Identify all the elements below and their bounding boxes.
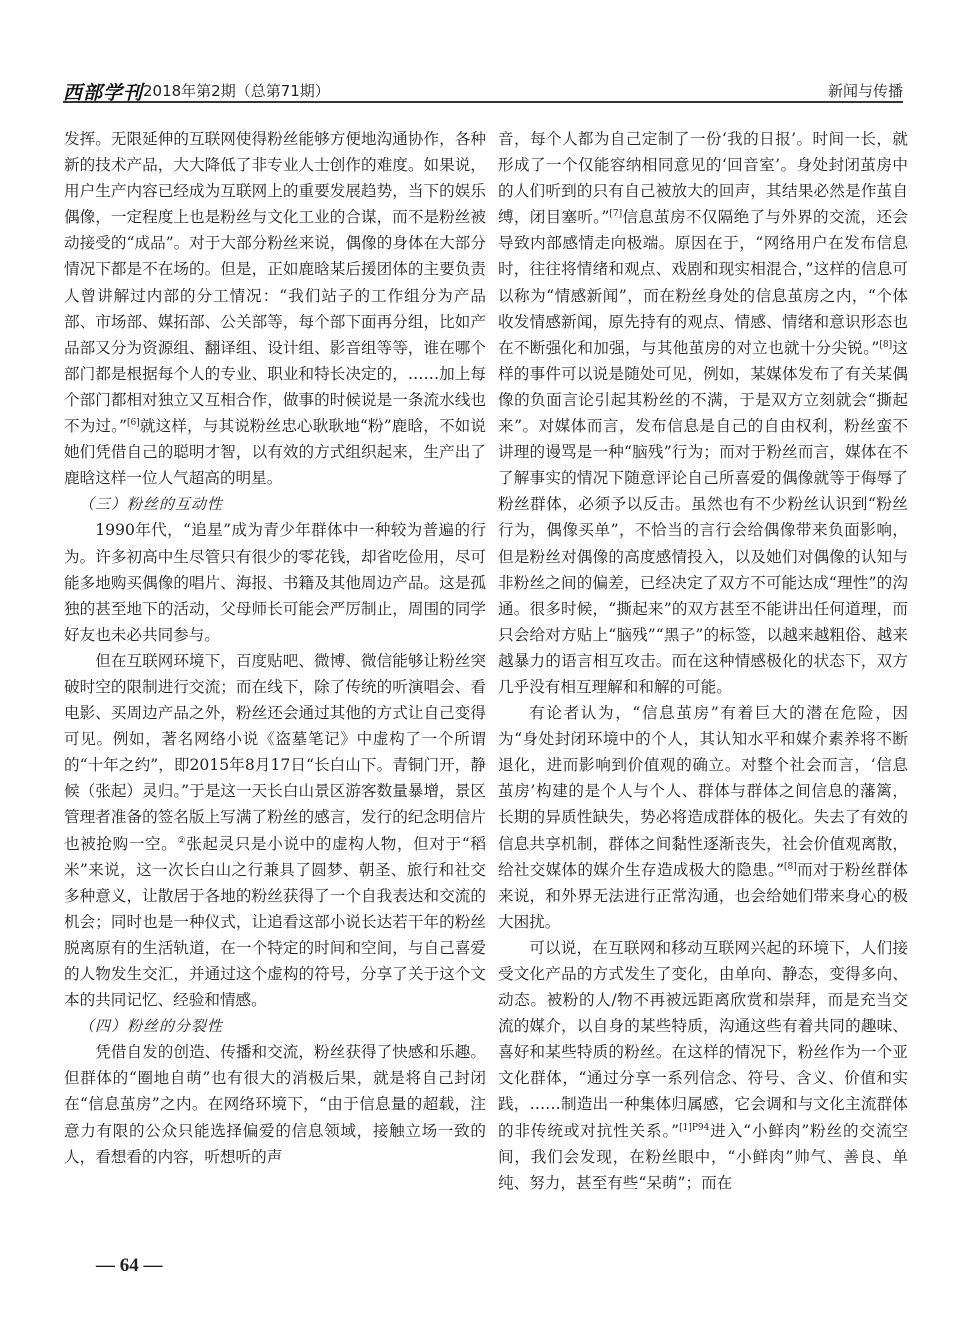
citation: [6] — [127, 417, 140, 428]
page-number: — 64 — — [96, 1255, 163, 1276]
subsection-heading: （四）粉丝的分裂性 — [79, 1017, 224, 1036]
subsection-heading: （三）粉丝的互动性 — [79, 495, 224, 514]
paragraph-text: 张起灵只是小说中的虚构人物，但对于“稻米”来说，这一次长白山之行兼具了圆梦、朝圣、旅行和社交多种意义，让散居于各地的粉丝获得了一个自我表达和交流的机会；同时也是一种仪式，让追看这部小说长达若干年的粉丝脱离原有的生活轨道，在一个特定的时间和空间，与自己喜爱的人物发生交汇，并通过这个虚构的符号，分享了关于这个文本的共同记忆、经验和情感。 — [64, 834, 486, 1010]
issue-info: 2018年第2期（总第71期） — [143, 82, 330, 100]
citation: [8] — [879, 339, 893, 350]
paragraph-text: 发挥。无限延伸的互联网使得粉丝能够方便地沟通协作，各种新的技术产品，大大降低了非专业人士创作的难度。如果说，用户生产内容已经成为互联网上的重要发展趋势，当下的娱乐偶像，一定程度上也是粉丝与文化工业的合谋，而不是粉丝被动接受的“成品”。对于大部分粉丝来说，偶像的身体在大部分情况下都是不在场的。但是，正如鹿晗某后援团体的主要负责人曾讲解过内部的分工情况：“我们站子的工作组分为产品部、市场部、媒拓部、公关部等，每个部下面再分组，比如产品部又分为资源组、翻译组、设计组、影音组等等，谁在哪个部门都是根据每个人的专业、职业和特长决定的，……加上每个部门都相对独立又互相合作，做事的时候说是一条流水线也不为过。” — [64, 130, 486, 436]
citation: [1]P94 — [679, 1122, 710, 1133]
right-column — [498, 126, 908, 1196]
citation: [7] — [609, 209, 623, 220]
paragraph-text: 但在互联网环境下，百度贴吧、微博、微信能够让粉丝突破时空的限制进行交流；而在线下，除了传统的听演唱会、看电影、买周边产品之外，粉丝还会通过其他的方式让自己变得可见。例如，著名网络小说《盗墓笔记》中虚构了一个所谓的“十年之约”，即2015年8月17日“长白山下。青铜门开，静候（张起）灵归。”于是这一天长白山景区游客数量暴增，景区管理者准备的签名版上写满了粉丝的感言，发行的纪念明信片也被抢购一空。 — [64, 651, 486, 853]
paragraph-text: 信息茧房不仅隔绝了与外界的交流，还会导致内部感情走向极端。原因在于，“网络用户在发布信息时，往往将情绪和观点、戏剧和现实相混合，”这样的信息可以称为“情感新闻”，而在粉丝身处的信息茧房之内，“个体收发情感新闻，原先持有的观点、情感、情绪和意识形态也在不断强化和加强，与其他茧房的对立也就十分尖锐。” — [498, 208, 908, 357]
paragraph-text: 这样的事件可以说是随处可见，例如，某媒体发布了有关某偶像的负面言论引起其粉丝的不满，于是双方立刻就会“撕起来”。对媒体而言，发布信息是自己的自由权利，粉丝蛮不讲理的谩骂是一种“脑残”行为；而对于粉丝而言，媒体在不了解事实的情况下随意评论自己所喜爱的偶像就等于侮辱了粉丝群体，必须予以反击。虽然也有不少粉丝认识到“粉丝行为，偶像买单”，不恰当的言行会给偶像带来负面影响，但是粉丝对偶像的高度感情投入，以及她们对偶像的认知与非粉丝之间的偏差，已经决定了双方不可能达成“理性”的沟通。很多时候，“撕起来”的双方甚至不能讲出任何道理，而只会给对方贴上“脑残”“黑子”的标签，以越来越粗俗、越来越暴力的语言相互攻击。而在这种情感极化的状态下，双方几乎没有相互理解和和解的可能。 — [498, 338, 908, 696]
header-rule — [63, 101, 903, 103]
journal-logo: 西部学刊 — [63, 82, 144, 104]
paragraph-text: 进入“小鲜肉”粉丝的交流空间，我们会发现，在粉丝眼中，“小鲜肉”帅气、善良、单纯、努力，甚至有些“呆萌”；而在 — [498, 1121, 908, 1192]
footnote-marker: ② — [177, 835, 187, 846]
paragraph-text: 而对于粉丝群体来说，和外界无法进行正常沟通，也会给她们带来身心的极大困扰。 — [498, 860, 908, 931]
paragraph — [64, 126, 486, 491]
section-title: 新闻与传播 — [827, 82, 903, 100]
paragraph-text: 可以说，在互联网和移动互联网兴起的环境下，人们接受文化产品的方式发生了变化，由单向、静态，变得多向、动态。被粉的人/物不再被远距离欣赏和崇拜，而是充当交流的媒介，以自身的某些特质，沟通这些有着共同的趣味、喜好和某些特质的粉丝。在这样的情况下，粉丝作为一个亚文化群体，“通过分享一系列信念、符号、含义、价值和实践，……制造出一种集体归属感，它会调和与文化主流群体的非传统或对抗性关系。” — [498, 938, 908, 1140]
paragraph-text: 有论者认为，“信息茧房”有着巨大的潜在危险，因为“身处封闭环境中的个人，其认知水平和媒介素养将不断退化，进而影响到价值观的确立。对整个社会而言，‘信息茧房’构建的是个人与个人、群体与群体之间信息的藩篱，长期的异质性缺失，势必将造成群体的极化。失去了有效的信息共享机制，群体之间黏性逐渐丧失，社会价值观离散，给社交媒体的媒介生存造成极大的隐患。” — [498, 704, 908, 879]
paragraph-text: 就这样，与其说粉丝忠心耿耿地“粉”鹿晗，不如说她们凭借自己的聪明才智，以有效的方式组织起来，生产出了鹿晗这样一位人气超高的明星。 — [64, 417, 486, 488]
paragraph — [498, 700, 908, 935]
paragraph — [498, 126, 908, 700]
paragraph — [64, 648, 486, 1013]
paragraph — [498, 935, 908, 1196]
paragraph: 1990年代，“追星”成为青少年群体中一种较为普遍的行为。许多初高中生尽管只有很少的零花钱，却省吃俭用，尽可能多地购买偶像的唱片、海报、书籍及其他周边产品。这是孤独的甚至地下的活动，父母师长可能会严厉制止，周围的同学好友也未必共同参与。 — [64, 521, 486, 644]
paragraph: 凭借自发的创造、传播和交流，粉丝获得了快感和乐趣。但群体的“圈地自萌”也有很大的消极后果，就是将自己封闭在“信息茧房”之内。在网络环境下，“由于信息量的超载，注意力有限的公众只能选择偏爱的信息领域，接触立场一致的人，看想看的内容，听想听的声 — [64, 1043, 486, 1166]
left-column — [64, 126, 486, 1170]
citation: [8] — [784, 861, 797, 872]
paragraph-text: 音，每个人都为自己定制了一份‘我的日报’。时间一长，就形成了一个仅能容纳相同意见的‘回音室’。身处封闭茧房中的人们听到的只有自己被放大的回声，其结果必然是作茧自缚，闭目塞听。” — [498, 130, 908, 227]
running-header — [63, 76, 903, 104]
